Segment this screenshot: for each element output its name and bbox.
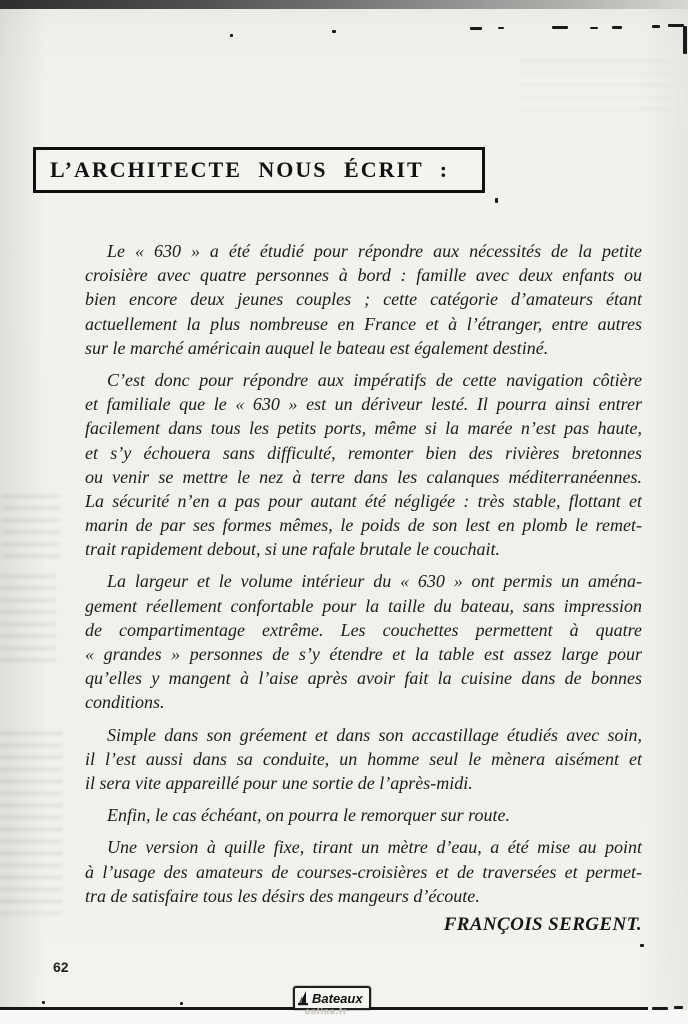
logo-wordmark: Bateaux <box>312 990 363 1006</box>
scan-mark <box>332 30 336 33</box>
paragraph-line: conditions. <box>85 692 165 713</box>
scan-mark <box>470 27 482 30</box>
page-showthrough <box>0 575 56 670</box>
scan-mark <box>612 26 622 29</box>
paragraph-line: croisière avec quatre personnes à bord : famille avec deux enfants ou <box>85 265 642 286</box>
paragraph <box>85 835 642 908</box>
paragraph <box>85 368 642 562</box>
paragraph <box>85 569 642 714</box>
scan-mark <box>652 25 660 28</box>
paragraph-line: Simple dans son gréement et dans son accastillage étudiés avec soin, <box>107 724 642 745</box>
paragraph <box>85 723 642 796</box>
sail-icon <box>297 990 309 1006</box>
article-title-box <box>33 147 485 193</box>
paragraph-line: actuellement la plus nombreuse en France et à l’étranger, entre autres <box>85 313 642 334</box>
logo-watermark-text: online.fr <box>305 1007 348 1016</box>
page-number: 62 <box>53 959 69 975</box>
paragraph <box>85 803 642 827</box>
paragraph-line: tra de satisfaire tous les désirs des mangeurs d’écoute. <box>85 885 480 906</box>
paragraph-line: qu’elles y mangent à l’aise après avoir fait la cuisine dans de bonnes <box>85 668 642 689</box>
scan-mark <box>42 1001 45 1004</box>
paragraph-line: et s’y échouera sans difficulté, remonter bien des rivières bretonnes <box>85 442 642 463</box>
paragraph-line: et familiale que le « 630 » est un dériveur lesté. Il pourra ainsi entrer <box>85 394 642 415</box>
paragraph-line: Une version à quille fixe, tirant un mètre d’eau, a été mise au point <box>107 837 642 858</box>
scan-top-edge <box>0 0 688 9</box>
scan-mark <box>498 27 504 29</box>
paragraph-line: de compartimentage extrême. Les couchettes permettent à quatre <box>85 619 642 640</box>
article-body <box>85 239 642 916</box>
paragraph <box>85 239 642 360</box>
scan-mark <box>668 24 684 27</box>
paragraph-line: La sécurité n’en a pas pour autant été négligée : très stable, flottant et <box>85 490 642 511</box>
paragraph-line: ou venir se mettre le nez à terre dans les calanques méditerranéennes. <box>85 466 642 487</box>
page-showthrough <box>520 60 670 115</box>
paragraph-line: Le « 630 » a été étudié pour répondre aux nécessités de la petite <box>107 241 642 261</box>
scan-mark <box>674 1006 683 1009</box>
paragraph-line: bien encore deux jeunes couples ; cette catégorie d’amateurs étant <box>85 289 642 310</box>
author-signature: FRANÇOIS SERGENT. <box>443 914 642 935</box>
paragraph-line: facilement dans tous les petits ports, même si la marée n’est pas haute, <box>85 418 642 439</box>
scan-mark <box>683 26 687 54</box>
page-showthrough <box>2 495 60 565</box>
paragraph-line: La largeur et le volume intérieur du « 630 » ont permis un aména- <box>107 571 642 592</box>
scan-mark <box>590 27 598 29</box>
scan-mark <box>640 944 644 947</box>
scan-mark <box>495 198 498 203</box>
page-showthrough <box>0 732 62 914</box>
paragraph-line: C’est donc pour répondre aux impératifs de cette navigation côtière <box>107 369 642 390</box>
paragraph-line: Enfin, le cas échéant, on pourra le remorquer sur route. <box>107 805 510 826</box>
paragraph-line: il sera vite appareillé pour une sortie de l’après-midi. <box>85 772 473 793</box>
paragraph-line: marin de par ses formes mêmes, le poids de son lest en plomb le remet- <box>85 515 642 536</box>
bateaux-logo <box>293 986 371 1016</box>
paragraph-line: il l’est aussi dans sa conduite, un homme seul le mènera aisément et <box>85 748 642 769</box>
paragraph-line: trait rapidement debout, si une rafale brutale le couchait. <box>85 539 500 560</box>
paragraph-line: « grandes » personnes de s’y étendre et la table est assez large pour <box>85 644 642 664</box>
paragraph-line: sur le marché américain auquel le bateau est également destiné. <box>85 337 549 358</box>
paragraph-line: à l’usage des amateurs de courses-croisières et de traversées et permet- <box>85 861 642 882</box>
scan-mark <box>180 1002 183 1005</box>
scan-mark <box>552 26 568 29</box>
paragraph-line: gement réellement confortable pour la taille du bateau, sans impression <box>85 595 642 616</box>
scan-mark <box>230 34 233 37</box>
article-title: L’ARCHITECTE NOUS ÉCRIT : <box>50 157 450 182</box>
